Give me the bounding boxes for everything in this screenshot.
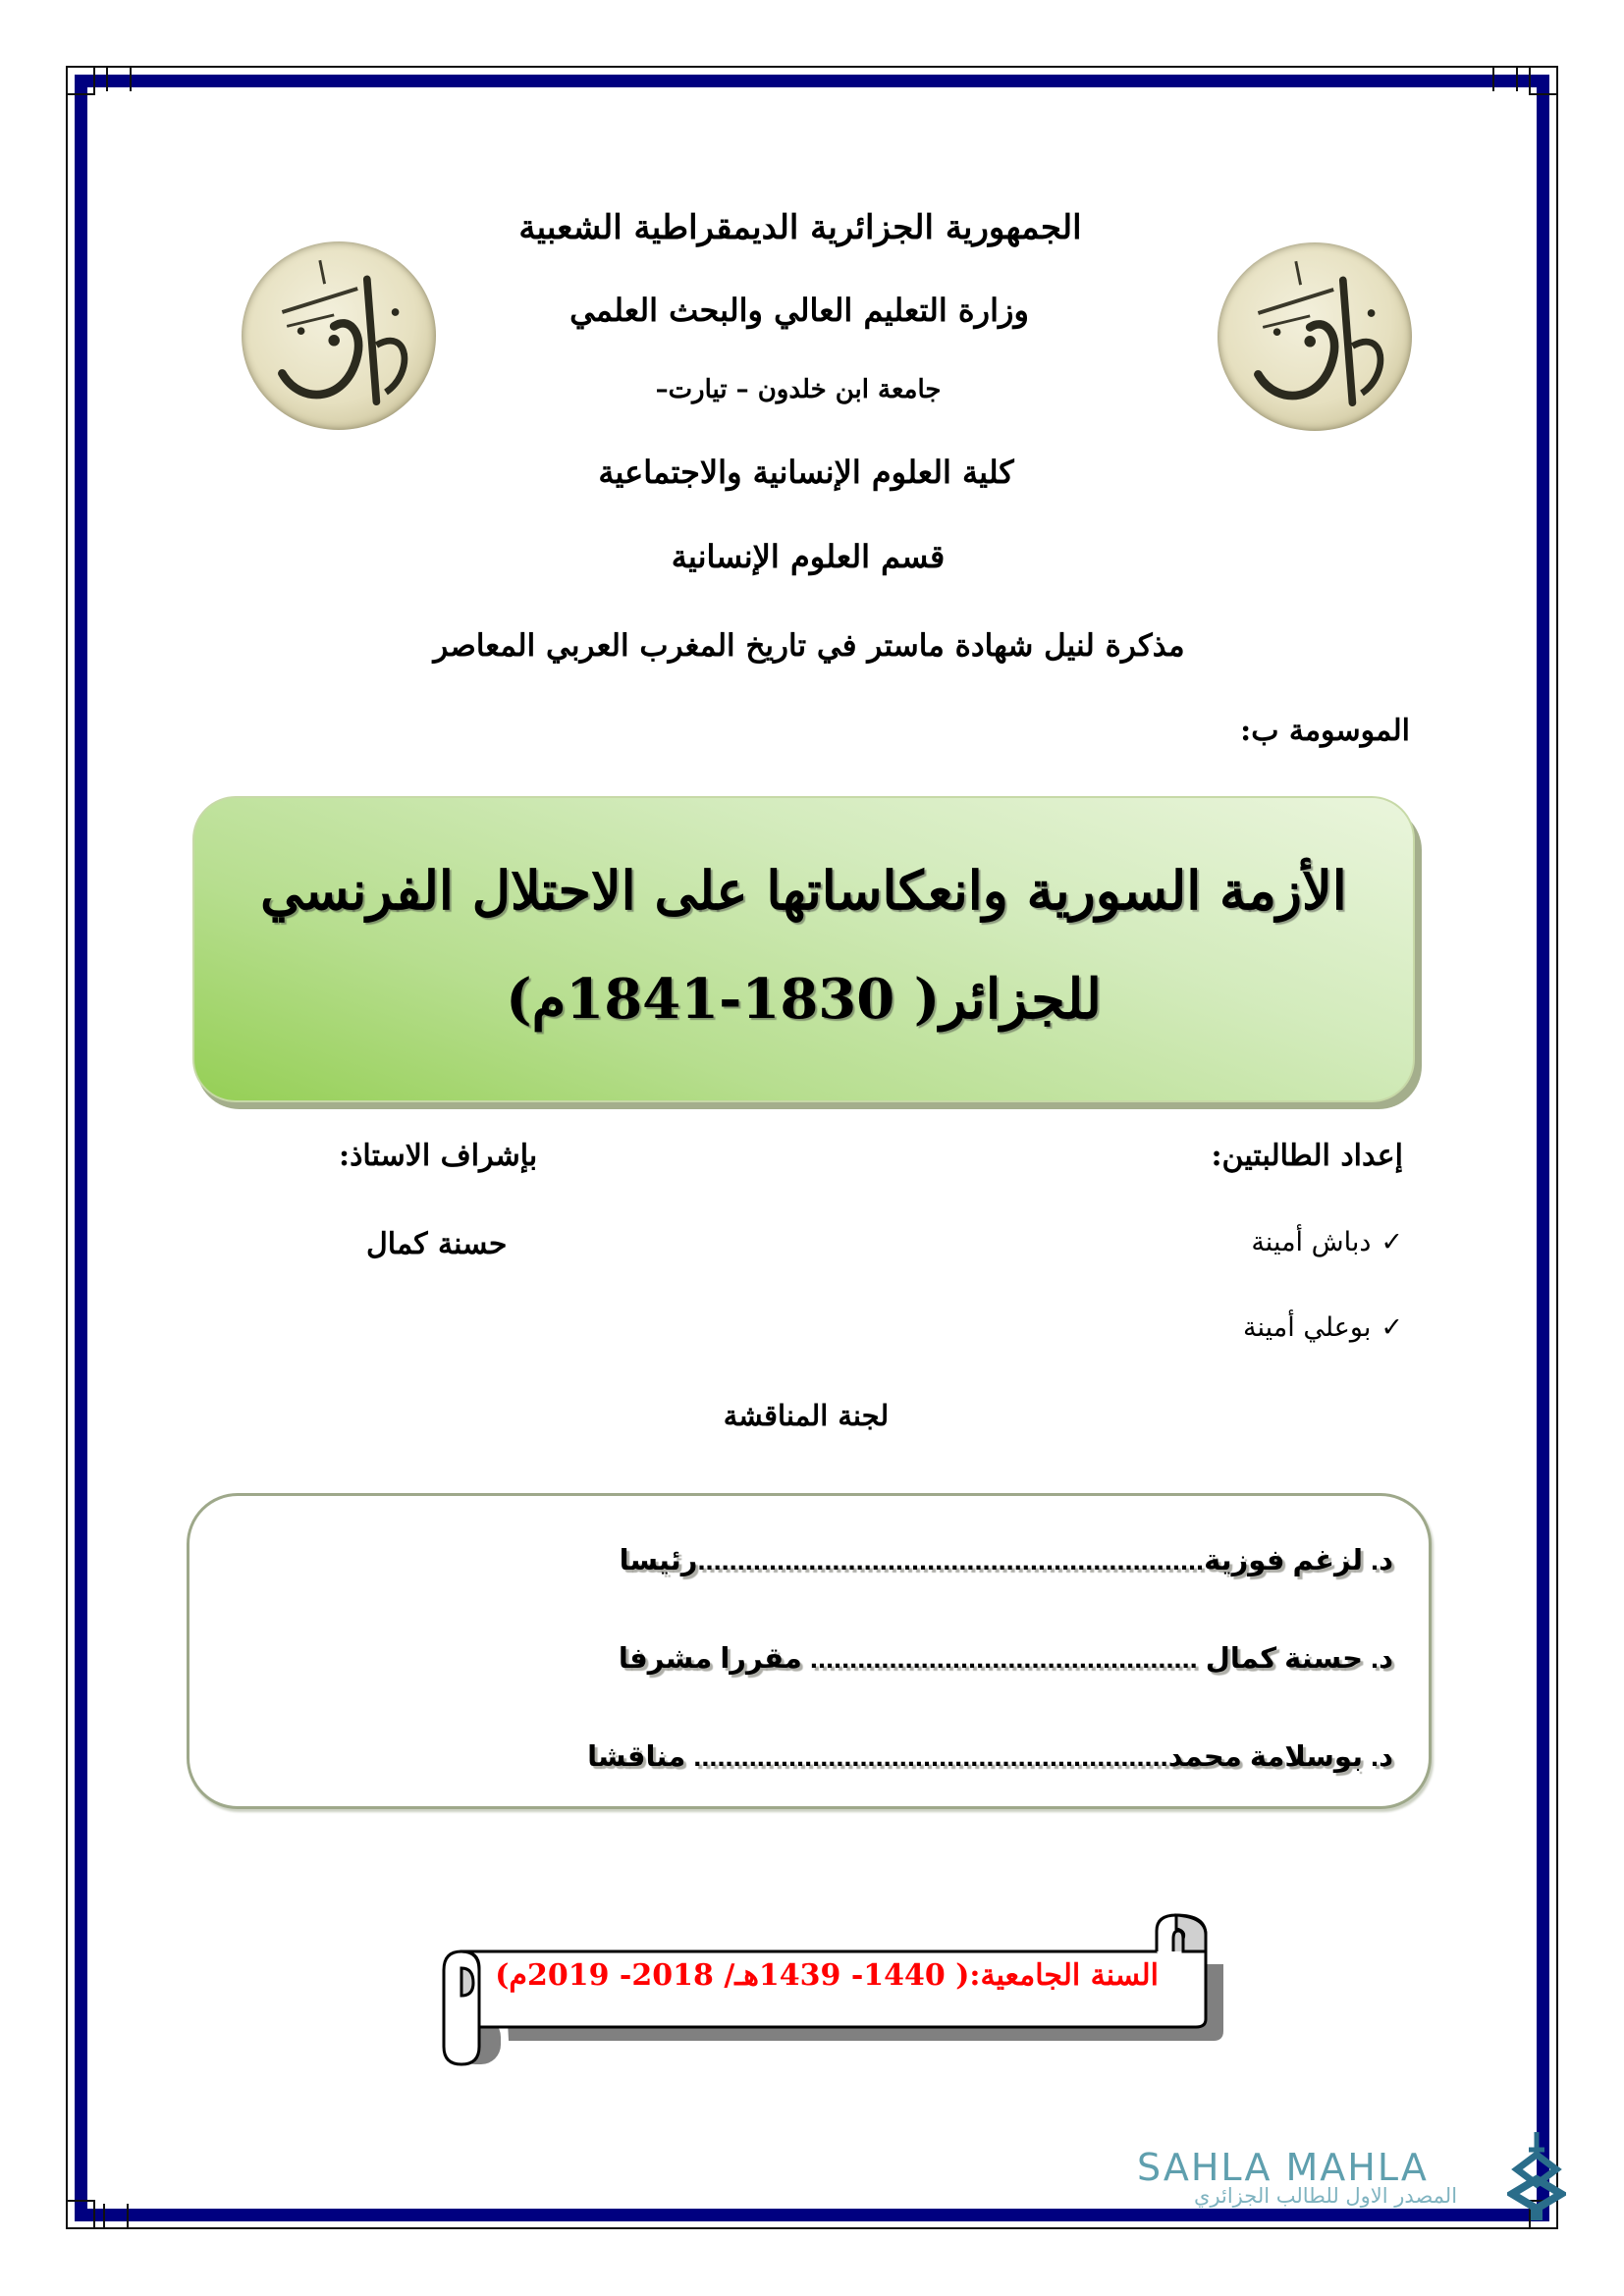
corner-ornament-bottom-left-2 <box>103 2204 129 2229</box>
thesis-title-box <box>192 796 1415 1102</box>
watermark-logo-icon <box>1507 2130 1566 2223</box>
student-name: بوعلي أمينة <box>1243 1312 1372 1343</box>
supervisor-label: بإشراف الاستاذ: <box>339 1139 538 1173</box>
checkmark-icon: ✓ <box>1380 1227 1403 1257</box>
member-name: د. بوسلامة محمد <box>1167 1741 1393 1773</box>
student-item <box>1243 1312 1403 1343</box>
thesis-title-line-2: للجزائر( 1830-1841م) <box>506 967 1102 1032</box>
titled-label: الموسومة ب: <box>1240 714 1410 748</box>
member-role: رئيسا <box>619 1545 698 1576</box>
thesis-title-line-1: الأزمة السورية وانعكاساتها على الاحتلال الفرنسي <box>260 859 1347 922</box>
watermark-tagline: المصدر الاول للطالب الجزائري <box>1193 2184 1458 2208</box>
faculty-name: كلية العلوم الإنسانية والاجتماعية <box>598 454 1014 491</box>
corner-ornament-top-right-2 <box>1492 66 1518 91</box>
committee-box <box>187 1493 1432 1809</box>
academic-year-scroll <box>442 1909 1227 2066</box>
member-role: مقررا مشرفا <box>618 1643 802 1675</box>
corner-ornament-top-right <box>1529 66 1558 95</box>
corner-ornament-top-left-2 <box>106 66 132 91</box>
corner-ornament-top-left <box>66 66 95 95</box>
committee-member <box>620 1543 1393 1577</box>
department-name: قسم العلوم الإنسانية <box>671 538 946 575</box>
leader-dots: ................................................................ <box>697 1545 1205 1576</box>
committee-label: لجنة المناقشة <box>723 1399 890 1432</box>
watermark-brand: SAHLA MAHLA <box>1137 2146 1429 2189</box>
member-name: د. لزغم فوزية <box>1204 1545 1393 1576</box>
member-name: د. حسنة كمال <box>1205 1643 1393 1675</box>
student-item <box>1251 1227 1403 1257</box>
committee-member <box>619 1641 1393 1676</box>
university-name: جامعة ابن خلدون – تيارت– <box>655 375 942 404</box>
supervisor-name: حسنة كمال <box>366 1227 508 1261</box>
checkmark-icon: ✓ <box>1380 1312 1403 1343</box>
committee-member <box>587 1739 1393 1774</box>
leader-dots: ................................................. <box>801 1643 1206 1675</box>
prepared-by-label: إعداد الطالبتين: <box>1211 1139 1403 1173</box>
country-name: الجمهورية الجزائرية الديمقراطية الشعبية <box>518 208 1082 247</box>
student-name: دباش أمينة <box>1251 1227 1372 1257</box>
academic-year: السنة الجامعية:( 1440- 1439هـ/ 2018- 2019م) <box>495 1958 1159 1993</box>
leader-dots: ............................................................ <box>685 1741 1168 1773</box>
ministry-name: وزارة التعليم العالي والبحث العلمي <box>569 292 1029 329</box>
corner-ornament-bottom-left <box>66 2200 95 2229</box>
member-role: مناقشا <box>587 1741 686 1773</box>
degree-description: مذكرة لنيل شهادة ماستر في تاريخ المغرب العربي المعاصر <box>433 628 1185 664</box>
